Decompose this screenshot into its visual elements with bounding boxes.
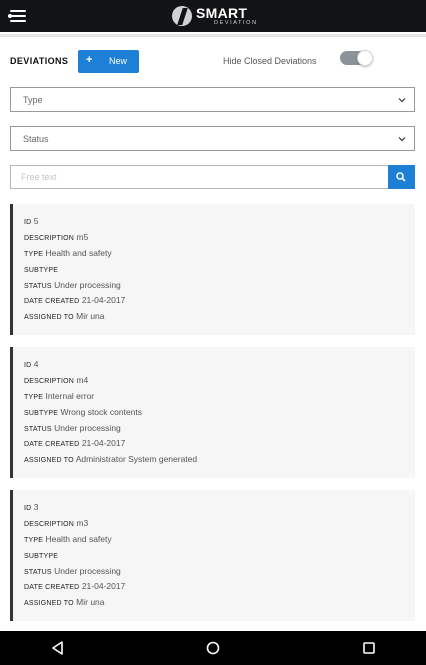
search-button[interactable] bbox=[388, 165, 415, 189]
card-date-row: DATE CREATED 21-04-2017 bbox=[24, 438, 126, 448]
deviation-card[interactable] bbox=[10, 490, 415, 621]
status-select[interactable] bbox=[10, 126, 415, 151]
type-select-value: Type bbox=[23, 95, 43, 105]
card-id-row: ID 3 bbox=[24, 502, 39, 512]
search-icon bbox=[396, 172, 406, 182]
card-description-row: DESCRIPTION m5 bbox=[24, 232, 89, 242]
page-title: DEVIATIONS bbox=[10, 56, 69, 66]
card-type-row: TYPE Internal error bbox=[24, 391, 95, 401]
new-button-label: New bbox=[109, 56, 128, 66]
android-navigation-bar bbox=[0, 631, 426, 665]
card-type-row: TYPE Health and safety bbox=[24, 534, 112, 544]
logo-mark-icon bbox=[172, 6, 192, 26]
card-subtype-row: SUBTYPE Wrong stock contents bbox=[24, 407, 143, 417]
plus-icon: + bbox=[86, 54, 93, 66]
deviation-card[interactable] bbox=[10, 204, 415, 335]
card-subtype-row: SUBTYPE bbox=[24, 553, 59, 560]
home-circle-icon[interactable] bbox=[205, 640, 221, 656]
hide-closed-label: Hide Closed Deviations bbox=[223, 56, 317, 66]
free-text-search-input[interactable] bbox=[10, 165, 388, 189]
logo-title: SMART bbox=[196, 4, 248, 21]
top-app-bar bbox=[0, 0, 426, 32]
card-id-row: ID 4 bbox=[24, 359, 39, 369]
card-date-row: DATE CREATED 21-04-2017 bbox=[24, 581, 126, 591]
type-select[interactable] bbox=[10, 87, 415, 112]
card-status-row: STATUS Under processing bbox=[24, 280, 121, 290]
card-date-row: DATE CREATED 21-04-2017 bbox=[24, 295, 126, 305]
card-status-row: STATUS Under processing bbox=[24, 566, 121, 576]
recents-square-icon[interactable] bbox=[361, 640, 377, 656]
app-logo bbox=[172, 4, 258, 28]
status-select-value: Status bbox=[23, 134, 49, 144]
card-id-row: ID 5 bbox=[24, 216, 39, 226]
hide-closed-toggle[interactable] bbox=[340, 50, 373, 67]
chevron-down-icon bbox=[398, 96, 406, 104]
deviation-card[interactable] bbox=[10, 347, 415, 478]
page-header bbox=[10, 50, 416, 74]
card-assigned-row: ASSIGNED TO Administrator System generated bbox=[24, 454, 198, 464]
chevron-down-icon bbox=[398, 135, 406, 143]
card-status-row: STATUS Under processing bbox=[24, 423, 121, 433]
card-subtype-row: SUBTYPE bbox=[24, 267, 59, 274]
card-description-row: DESCRIPTION m3 bbox=[24, 518, 89, 528]
toggle-knob bbox=[357, 50, 373, 66]
header-divider bbox=[0, 34, 426, 37]
hamburger-menu-icon[interactable] bbox=[10, 10, 26, 22]
card-assigned-row: ASSIGNED TO Mir una bbox=[24, 311, 105, 321]
card-type-row: TYPE Health and safety bbox=[24, 248, 112, 258]
card-description-row: DESCRIPTION m4 bbox=[24, 375, 89, 385]
back-triangle-icon[interactable] bbox=[50, 640, 66, 656]
new-deviation-button[interactable] bbox=[78, 50, 139, 73]
card-assigned-row: ASSIGNED TO Mir una bbox=[24, 597, 105, 607]
logo-subtitle: DEVIATION bbox=[214, 19, 258, 26]
